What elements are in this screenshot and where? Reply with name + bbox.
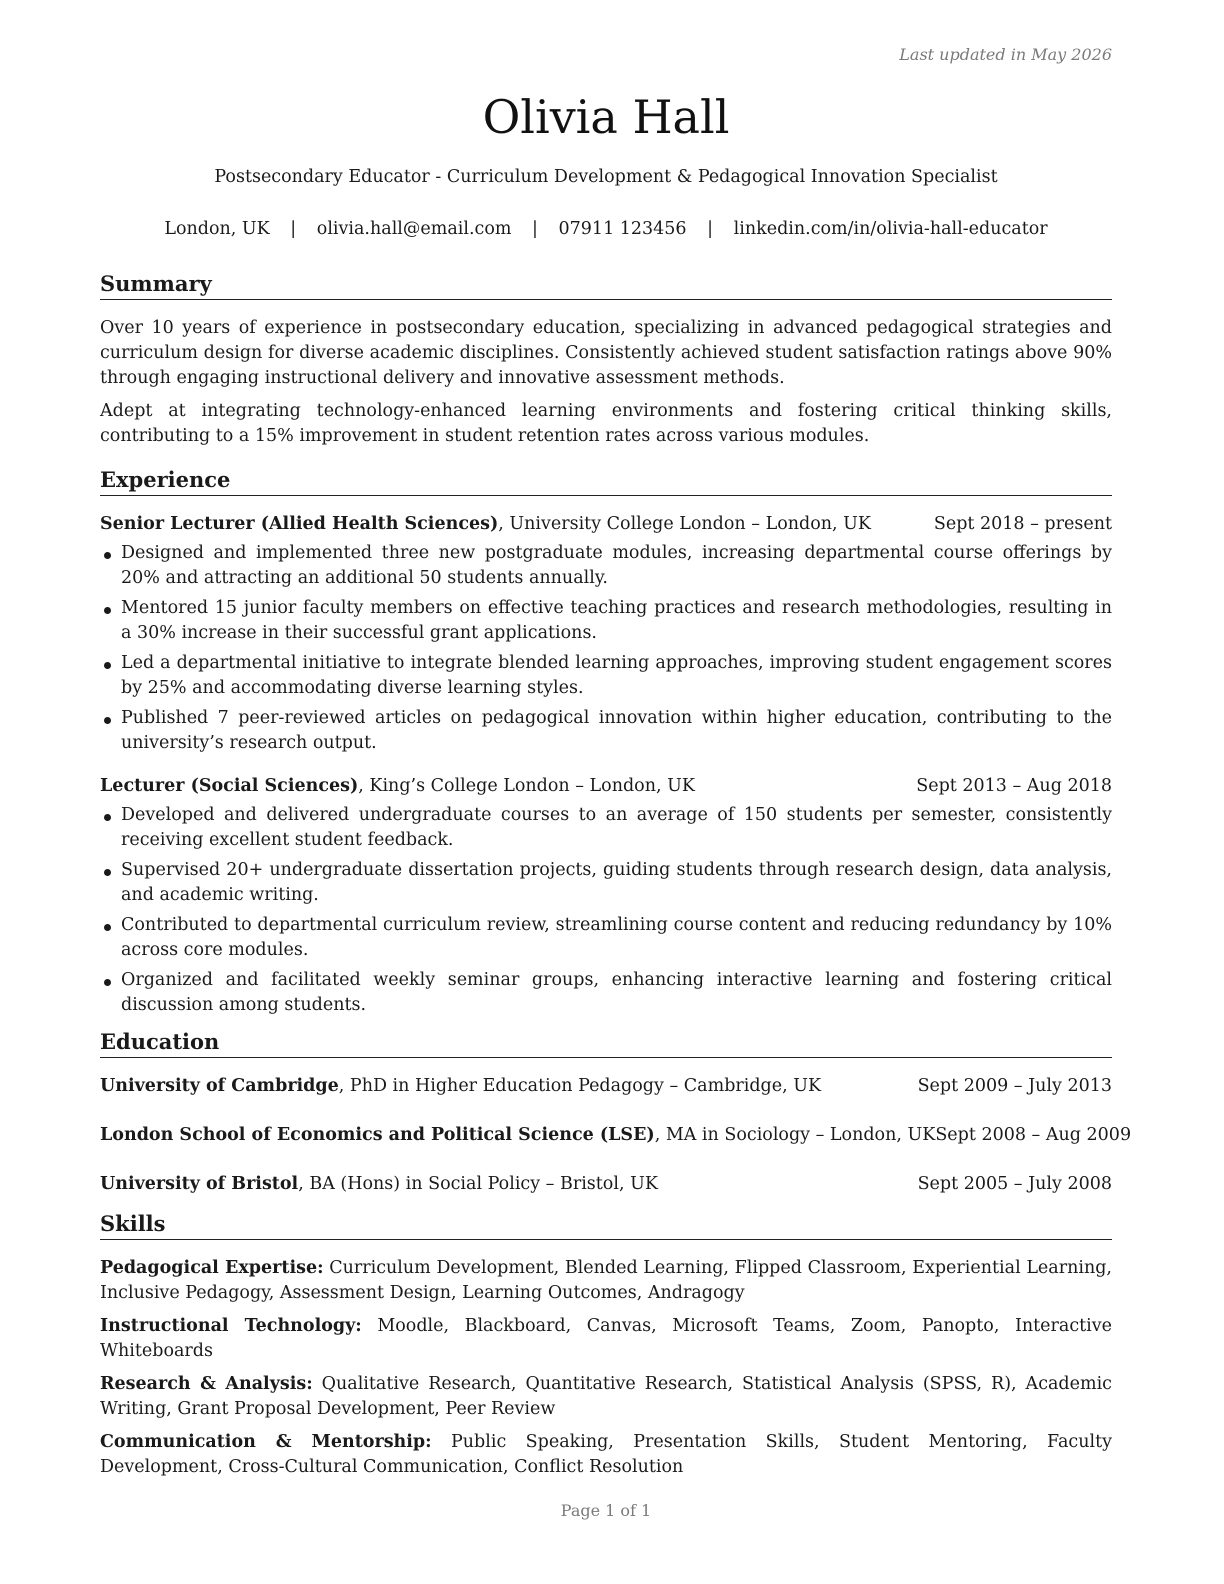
education-dates: Sept 2005 – July 2008 — [917, 1174, 1112, 1194]
skill-label: Research & Analysis: — [100, 1374, 313, 1394]
skill-label: Instructional Technology: — [100, 1316, 362, 1336]
skill-label: Communication & Mentorship: — [100, 1432, 432, 1452]
contact-separator: | — [290, 219, 297, 239]
skill-group — [100, 1430, 1112, 1480]
summary-paragraph: Adept at integrating technology-enhanced learning environments and fostering critical thinking skills, contributing to a 15% improvement in student retention rates across various modules. — [100, 401, 1112, 446]
education-detail: , BA (Hons) in Social Policy – Bristol, UK — [298, 1174, 658, 1194]
education-item — [100, 1172, 1112, 1197]
candidate-name: Olivia Hall — [482, 90, 730, 144]
contact-line — [100, 219, 1112, 239]
education-school: University of Cambridge — [100, 1076, 339, 1096]
job-bullet — [100, 858, 1112, 908]
skill-label: Pedagogical Expertise: — [100, 1258, 324, 1278]
job-bullets — [100, 803, 1112, 1018]
job-bullet-text: Supervised 20+ undergraduate dissertation projects, guiding students through research design, data analysis, and academic writing. — [121, 860, 1112, 905]
job-bullet — [100, 541, 1112, 591]
skill-group — [100, 1372, 1112, 1422]
job-org: , King’s College London – London, UK — [358, 776, 695, 796]
contact-separator: | — [532, 219, 538, 239]
education-dates: Sept 2009 – July 2013 — [917, 1076, 1112, 1096]
bullet-dot-icon — [104, 662, 111, 669]
job-bullets — [100, 541, 1112, 756]
contact-location: London, UK — [164, 219, 270, 239]
job-bullet-text: Developed and delivered undergraduate courses to an average of 150 students per semester, consistently receiving excellent student feedback. — [121, 805, 1112, 850]
job-role: Senior Lecturer (Allied Health Sciences) — [100, 514, 499, 534]
contact-separator: | — [707, 219, 714, 239]
headline: Postsecondary Educator - Curriculum Development & Pedagogical Innovation Specialist — [214, 167, 998, 187]
contact-phone[interactable]: 07911 123456 — [558, 219, 687, 239]
education-heading: Education — [100, 1028, 1112, 1058]
job-bullet — [100, 913, 1112, 963]
education-school: University of Bristol — [100, 1174, 299, 1194]
bullet-dot-icon — [104, 607, 111, 614]
skill-text: Public Speaking, Presentation Skills, Student Mentoring, Faculty Development, Cross-Cultural Communication, Conflict Resolution — [100, 1432, 1112, 1477]
bullet-dot-icon — [104, 552, 111, 559]
job-role: Lecturer (Social Sciences) — [100, 776, 359, 796]
job-bullet-text: Designed and implemented three new postgraduate modules, increasing departmental course offerings by 20% and attracting an additional 50 students annually. — [121, 543, 1112, 588]
bullet-dot-icon — [104, 979, 111, 986]
job-bullet-text: Led a departmental initiative to integrate blended learning approaches, improving student engagement scores by 25% and accommodating diverse learning styles. — [121, 653, 1112, 698]
education-item — [100, 1123, 1132, 1148]
education-dates: Sept 2008 – Aug 2009 — [935, 1125, 1132, 1145]
job-header — [100, 774, 1112, 799]
skills-heading: Skills — [100, 1210, 1112, 1240]
job-bullet-text: Published 7 peer-reviewed articles on pedagogical innovation within higher education, contributing to the university’s research output. — [121, 708, 1112, 753]
last-updated-note: Last updated in May 2026 — [899, 45, 1112, 64]
job-bullet-text: Mentored 15 junior faculty members on effective teaching practices and research methodologies, resulting in a 30% increase in their successful grant applications. — [121, 598, 1112, 643]
job-bullet — [100, 706, 1112, 756]
job-header — [100, 512, 1112, 537]
summary-heading: Summary — [100, 270, 1112, 300]
skill-group — [100, 1256, 1112, 1306]
education-item — [100, 1074, 1112, 1099]
bullet-dot-icon — [104, 717, 111, 724]
bullet-dot-icon — [104, 869, 111, 876]
job-org: , University College London – London, UK — [498, 514, 871, 534]
page-number: Page 1 of 1 — [560, 1501, 652, 1520]
resume-body — [100, 270, 1132, 1480]
job-dates: Sept 2018 – present — [933, 514, 1112, 534]
education-detail: , PhD in Higher Education Pedagogy – Cambridge, UK — [338, 1076, 822, 1096]
job-bullet — [100, 651, 1112, 701]
contact-linkedin[interactable]: linkedin.com/in/olivia-hall-educator — [733, 219, 1048, 239]
education-school: London School of Economics and Political Science (LSE) — [100, 1125, 655, 1145]
job-bullet — [100, 596, 1112, 646]
job-bullet — [100, 803, 1112, 853]
bullet-dot-icon — [104, 814, 111, 821]
job-bullet-text: Contributed to departmental curriculum review, streamlining course content and reducing redundancy by 10% across core modules. — [121, 915, 1112, 960]
skill-text: Qualitative Research, Quantitative Research, Statistical Analysis (SPSS, R), Academic Writing, Grant Proposal Development, Peer Review — [100, 1374, 1112, 1419]
bullet-dot-icon — [104, 924, 111, 931]
contact-email[interactable]: olivia.hall@email.com — [316, 219, 512, 239]
job-bullet-text: Organized and facilitated weekly seminar groups, enhancing interactive learning and fostering critical discussion among students. — [121, 970, 1112, 1015]
skill-group — [100, 1314, 1112, 1364]
summary-paragraph: Over 10 years of experience in postsecondary education, specializing in advanced pedagogical strategies and curriculum design for diverse academic disciplines. Consistently achieved student satisfaction ratings above 90% through engaging instructional delivery and innovative assessment methods. — [100, 318, 1112, 388]
skill-text: Curriculum Development, Blended Learning, Flipped Classroom, Experiential Learning, Inclusive Pedagogy, Assessment Design, Learning Outcomes, Andragogy — [100, 1258, 1112, 1303]
job-bullet — [100, 968, 1112, 1018]
job-dates: Sept 2013 – Aug 2018 — [916, 776, 1112, 796]
experience-heading: Experience — [100, 466, 1112, 496]
education-detail: , MA in Sociology – London, UK — [654, 1125, 936, 1145]
skill-text: Moodle, Blackboard, Canvas, Microsoft Teams, Zoom, Panopto, Interactive Whiteboards — [100, 1316, 1112, 1361]
